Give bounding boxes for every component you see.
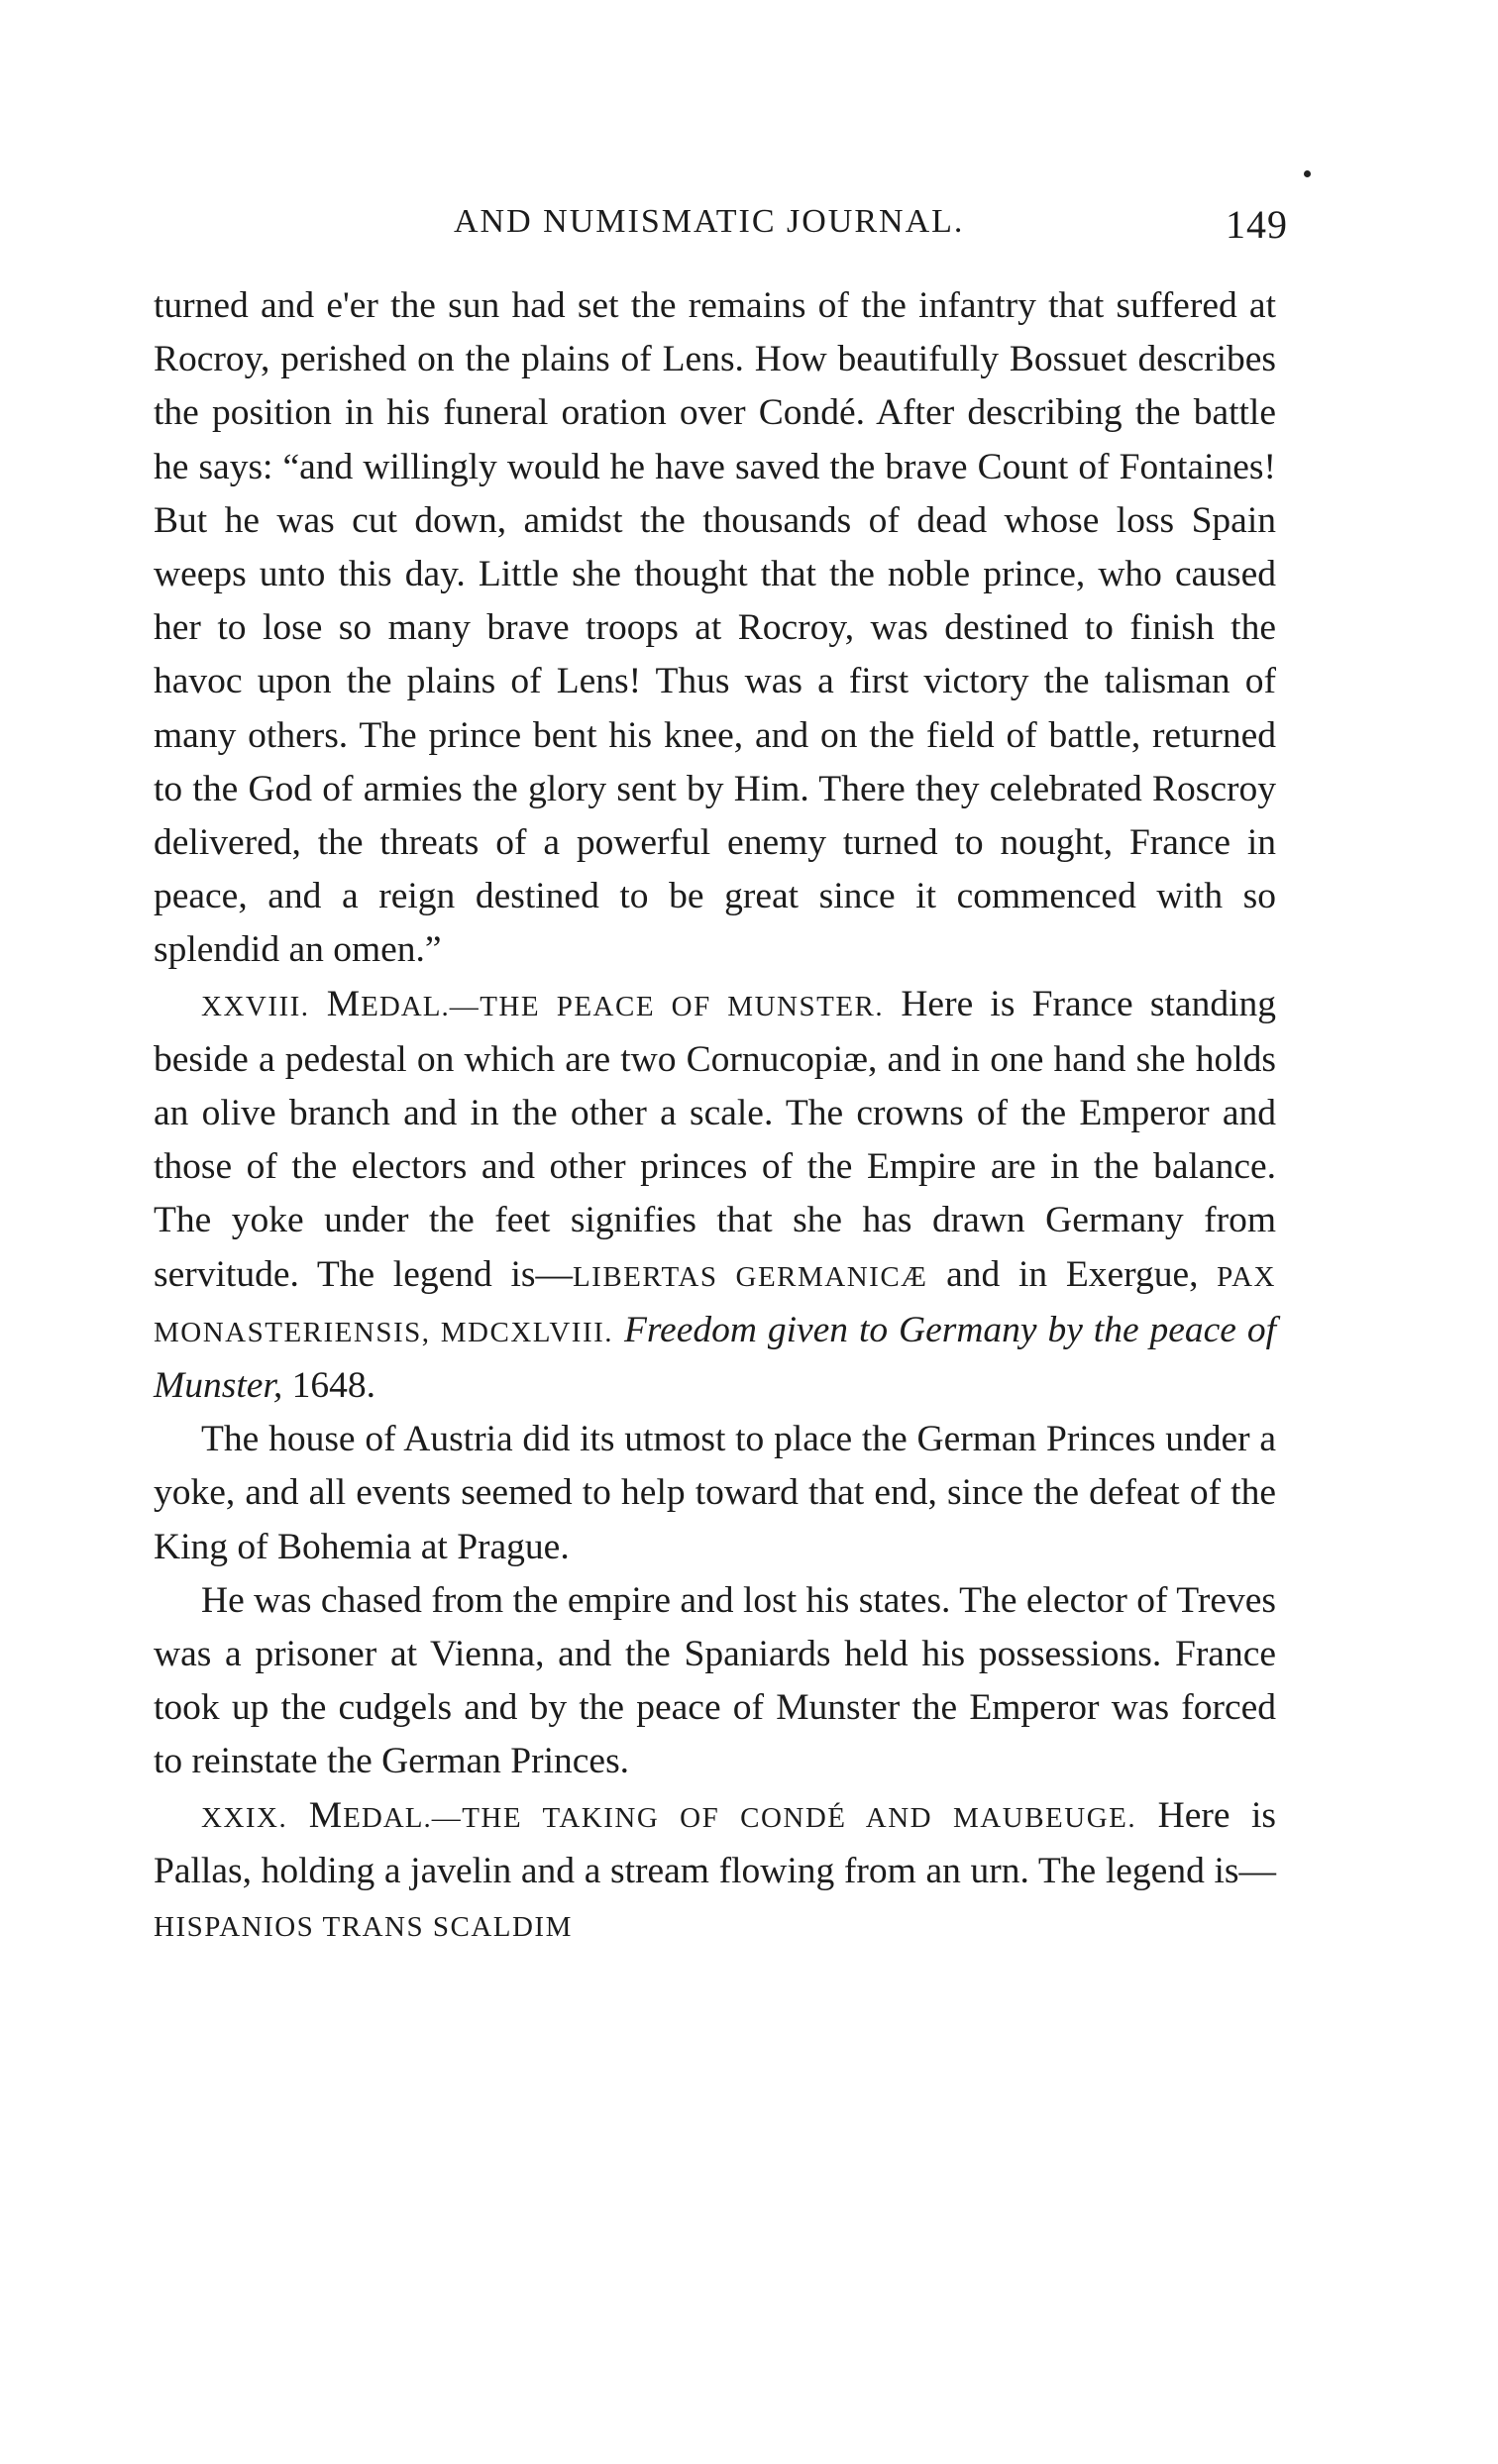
medal-legend: LIBERTAS GERMANICÆ [572,1260,928,1293]
medal-translation: Freedom given to Germany by the peace of Munster, [154,1309,1277,1407]
medal-title: —THE PEACE OF MUNSTER. [449,990,885,1022]
body-text [154,279,1276,1954]
running-head [149,203,1288,253]
paragraph-house-of-austria: The house of Austria did its utmost to place the German Princes under a yoke, and all events seemed to help toward that end, since the defeat of the King of Bohemia at Prague. [154,1419,1276,1567]
medal-number: XXVIII. [201,990,310,1022]
ink-speck [1304,170,1311,177]
paragraph-elector-of-treves: He was chased from the empire and lost his states. The elector of Treves was a prisoner at Vienna, and the Spaniards held his possessions. France took up the cudgels and by the peace of Munster the Emperor was forced to reinstate the German Princes. [154,1579,1276,1782]
medal-title: —THE TAKING OF CONDÉ AND MAUBEUGE. [431,1801,1137,1834]
page-number: 149 [1226,202,1288,247]
medal-legend: HISPANIOS TRANS SCALDIM [154,1911,573,1944]
medal-description: Here is France standing beside a pedestal on which are two Cornucopiæ, and in one hand she holds an olive branch and in the other a scale. The crowns of the Emperor and those of the electors and other princes of the Empire are in the balance. The yoke under the feet signifies that she has drawn Germany from servitude. The legend is— [154,983,1276,1295]
medal-description: Here is Pallas, holding a javelin and a stream flowing from an urn. The legend is— [154,1794,1277,1891]
paragraph-medal-xxix [154,1789,1276,1955]
paragraph-condé-oration: turned and e'er the sun had set the remains of the infantry that suffered at Rocroy, perished on the plains of Lens. How beautifully Bossuet describes the position in his funeral oration over Condé. After describing the battle he says: “and willingly would he have saved the brave Count of Fontaines! But he was cut down, amidst the thousands of dead whose loss Spain weeps unto this day. Little she thought that the noble prince, who caused her to lose so many brave troops at Rocroy, was destined to finish the havoc upon the plains of Lens! Thus was a first victory the talisman of many others. The prince bent his knee, and on the field of battle, returned to the God of armies the glory sent by Him. There they celebrated Roscroy delivered, the threats of a powerful enemy turned to nought, France in peace, and a reign destined to be great since it commenced with so splendid an omen.” [154,285,1276,971]
medal-label: MEDAL. [326,983,450,1024]
running-title: AND NUMISMATIC JOURNAL. [454,203,965,240]
paragraph-medal-xxviii: XXVIII. MEDAL.—THE PEACE OF MUNSTER. Here is France standing beside a pedestal on which are two Cornucopiæ, and in one hand she holds an olive branch and in the other a scale. The crowns of the Emperor and those of the electors and other princes of the Empire are in the balance. The yoke under the feet signifies that she has drawn Germany from servitude. The legend is—LIBERTAS GERMANICÆ and in Exergue, PAX MONASTERIENSIS, MDCXLVIII. Freedom given to Germany by the peace of Munster, 1648. [154,983,1277,1407]
medal-label: MEDAL. [308,1794,432,1836]
medal-year: 1648. [282,1365,375,1407]
medal-number: XXIX. [201,1801,288,1834]
medal-exergue: PAX MONASTERIENSIS, MDCXLVIII. [154,1260,1276,1348]
